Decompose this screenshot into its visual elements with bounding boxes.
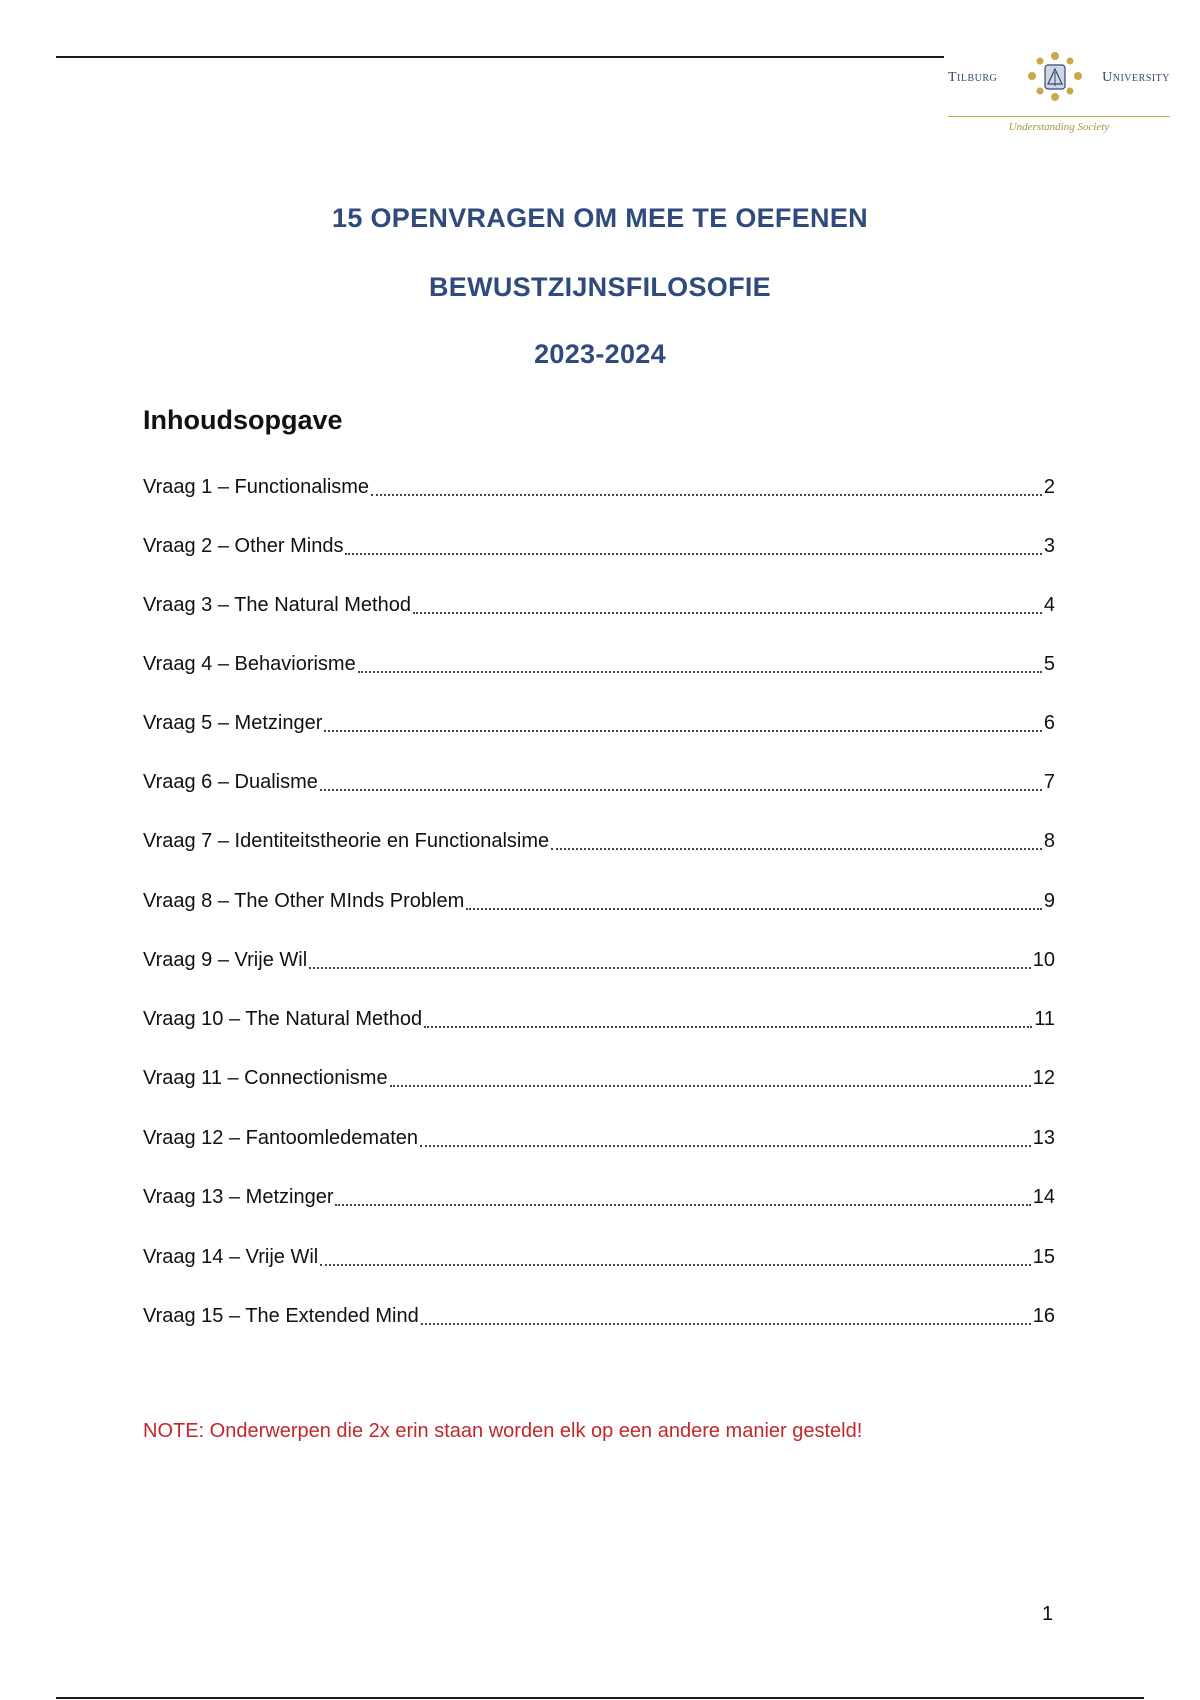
toc-entry-label: Vraag 9 – Vrije Wil [143, 949, 308, 971]
logo-left-text: Tilburg [948, 70, 998, 85]
note-text: NOTE: Onderwerpen die 2x erin staan worden elk op een andere manier gesteld! [143, 1420, 863, 1442]
toc-entry[interactable] [143, 1127, 1055, 1153]
toc-entry[interactable] [143, 1186, 1055, 1212]
toc-entry-page: 5 [1043, 653, 1055, 675]
toc-entry-page: 7 [1043, 771, 1055, 793]
logo-divider [948, 116, 1170, 117]
toc-entry-label: Vraag 4 – Behaviorisme [143, 653, 356, 675]
toc-entry-page: 16 [1032, 1305, 1055, 1327]
toc-dot-leader [320, 1264, 1030, 1266]
toc-dot-leader [413, 612, 1042, 614]
toc-entry-page: 14 [1032, 1186, 1055, 1208]
logo-right-text: University [1102, 70, 1170, 85]
toc-dot-leader [335, 1204, 1030, 1206]
toc-dot-leader [551, 848, 1042, 850]
toc-entry[interactable] [143, 949, 1055, 975]
toc-entry-page: 13 [1032, 1127, 1055, 1149]
toc-dot-leader [421, 1323, 1031, 1325]
toc-entry[interactable] [143, 1008, 1055, 1034]
toc-entry-label: Vraag 15 – The Extended Mind [143, 1305, 419, 1327]
toc-entry[interactable] [143, 594, 1055, 620]
footer-rule [56, 1697, 1144, 1699]
toc-entry[interactable] [143, 830, 1055, 856]
toc-entry[interactable] [143, 535, 1055, 561]
toc-entry-label: Vraag 13 – Metzinger [143, 1186, 334, 1208]
seal-emblem-icon [1012, 50, 1098, 114]
toc-entry-label: Vraag 7 – Identiteitstheorie en Functionalsime [143, 830, 550, 852]
toc-entry-label: Vraag 14 – Vrije Wil [143, 1246, 319, 1268]
toc-entry-label: Vraag 3 – The Natural Method [143, 594, 411, 616]
toc-entry-page: 11 [1034, 1008, 1055, 1030]
toc-entry-label: Vraag 5 – Metzinger [143, 712, 323, 734]
toc-entry[interactable] [143, 1246, 1055, 1272]
toc-entry[interactable] [143, 890, 1055, 916]
toc-entry-label: Vraag 8 – The Other MInds Problem [143, 890, 465, 912]
toc-entry-label: Vraag 1 – Functionalisme [143, 476, 370, 498]
logo-tagline: Understanding Society [1008, 121, 1110, 133]
toc-entry-page: 15 [1032, 1246, 1055, 1268]
toc-dot-leader [420, 1145, 1031, 1147]
toc-entry[interactable] [143, 712, 1055, 738]
toc-entry-label: Vraag 10 – The Natural Method [143, 1008, 423, 1030]
toc-entry[interactable] [143, 771, 1055, 797]
toc-entry-page: 12 [1032, 1067, 1055, 1089]
toc-heading: Inhoudsopgave [143, 405, 343, 435]
toc-entry-label: Vraag 12 – Fantoomledematen [143, 1127, 418, 1149]
toc-entry[interactable] [143, 1067, 1055, 1093]
toc-dot-leader [390, 1085, 1031, 1087]
toc-entry-page: 4 [1043, 594, 1055, 616]
toc-dot-leader [345, 553, 1041, 555]
toc-dot-leader [320, 789, 1042, 791]
toc-dot-leader [324, 730, 1042, 732]
toc-entry[interactable] [143, 1305, 1055, 1331]
header-rule [56, 56, 944, 58]
toc-entry-page: 8 [1043, 830, 1055, 852]
toc-entry-label: Vraag 6 – Dualisme [143, 771, 318, 793]
toc-entry-page: 6 [1043, 712, 1055, 734]
toc-dot-leader [371, 494, 1042, 496]
toc-entry-page: 9 [1043, 890, 1055, 912]
toc-dot-leader [424, 1026, 1032, 1028]
toc-entry[interactable] [143, 653, 1055, 679]
toc-entry-page: 3 [1043, 535, 1055, 557]
toc-entry-page: 10 [1032, 949, 1055, 971]
toc-dot-leader [466, 908, 1042, 910]
toc-entry-label: Vraag 11 – Connectionisme [143, 1067, 388, 1089]
toc-dot-leader [358, 671, 1042, 673]
toc-entry-page: 2 [1043, 476, 1055, 498]
page-number: 1 [1042, 1603, 1054, 1625]
course-title: BEWUSTZIJNSFILOSOFIE [428, 272, 771, 302]
university-logo [944, 50, 1174, 140]
toc-entry[interactable] [143, 476, 1055, 502]
document-title: 15 OPENVRAGEN OM MEE TE OEFENEN [332, 203, 868, 233]
toc-dot-leader [309, 967, 1031, 969]
toc-entry-label: Vraag 2 – Other Minds [143, 535, 344, 557]
academic-year: 2023-2024 [534, 339, 666, 369]
